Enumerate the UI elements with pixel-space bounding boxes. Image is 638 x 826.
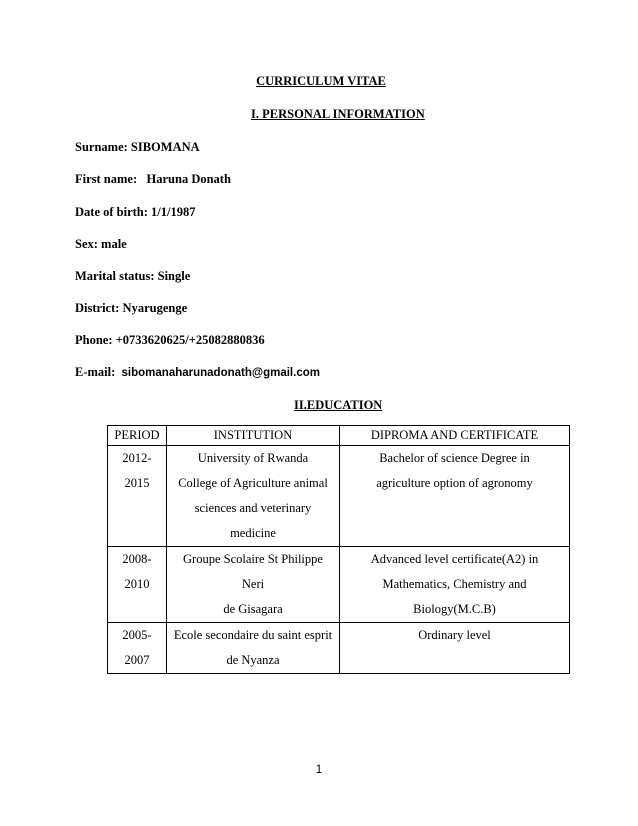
certificate-line: Advanced level certificate(A2) in [370, 552, 539, 566]
certificate-line: Ordinary level [418, 628, 491, 642]
phone-value: +0733620625/+25082880836 [115, 333, 265, 347]
period-cell [108, 547, 167, 623]
period-column-header: PERIOD [108, 426, 167, 446]
sex-value: male [101, 237, 127, 251]
institution-line: Groupe Scolaire St Philippe Neri [183, 552, 323, 591]
phone-field [75, 333, 265, 348]
institution-line: sciences and veterinary medicine [194, 501, 312, 540]
first-name-field [75, 172, 231, 187]
email-field [75, 365, 320, 380]
certificate-cell [340, 547, 570, 623]
date-of-birth-value: 1/1/1987 [151, 205, 196, 219]
marital-status-field [75, 269, 190, 284]
period-cell [108, 623, 167, 674]
marital-status-value: Single [157, 269, 191, 283]
institution-line: University of Rwanda [197, 451, 309, 465]
marital-status-label: Marital status: [75, 269, 155, 283]
certificate-line: Bachelor of science Degree in [379, 451, 530, 465]
institution-cell [167, 547, 340, 623]
date-of-birth-label: Date of birth: [75, 205, 148, 219]
period-start: 2005- [122, 628, 152, 642]
surname-field [75, 140, 200, 155]
first-name-value: Haruna Donath [146, 172, 231, 186]
first-name-label: First name: [75, 172, 138, 186]
period-cell [108, 446, 167, 547]
institution-line: Ecole secondaire du saint esprit [173, 628, 333, 642]
period-start: 2012- [122, 451, 152, 465]
institution-line: de Gisagara [223, 602, 283, 616]
certificate-cell [340, 623, 570, 674]
table-row [108, 547, 570, 623]
sex-label: Sex: [75, 237, 98, 251]
certificate-cell [340, 446, 570, 547]
page-number: 1 [315, 764, 323, 776]
institution-cell [167, 623, 340, 674]
table-row [108, 446, 570, 547]
period-end: 2007 [124, 653, 150, 667]
phone-label: Phone: [75, 333, 113, 347]
sex-field [75, 237, 127, 252]
email-value: sibomanaharunadonath@gmail.com [121, 367, 320, 379]
education-table [107, 425, 570, 674]
institution-cell [167, 446, 340, 547]
table-row [108, 623, 570, 674]
certificate-line: agriculture option of agronomy [376, 476, 533, 490]
institution-line: de Nyanza [226, 653, 280, 667]
surname-label: Surname: [75, 140, 128, 154]
date-of-birth-field [75, 205, 195, 220]
email-label: E-mail: [75, 365, 116, 379]
institution-line: College of Agriculture animal [178, 476, 328, 490]
certificate-column-header: DIPROMA AND CERTIFICATE [340, 426, 570, 446]
certificate-line: Mathematics, Chemistry and [382, 577, 527, 591]
period-end: 2015 [124, 476, 150, 490]
period-end: 2010 [124, 577, 150, 591]
table-header-row [108, 426, 570, 446]
cv-title: CURRICULUM VITAE [256, 74, 386, 88]
personal-info-heading: I. PERSONAL INFORMATION [251, 107, 425, 121]
district-value: Nyarugenge [122, 301, 188, 315]
institution-column-header: INSTITUTION [167, 426, 340, 446]
period-start: 2008- [122, 552, 152, 566]
district-field [75, 301, 187, 316]
surname-value: SIBOMANA [130, 140, 200, 154]
certificate-line: Biology(M.C.B) [413, 602, 496, 616]
education-heading: II.EDUCATION [294, 398, 383, 412]
district-label: District: [75, 301, 120, 315]
